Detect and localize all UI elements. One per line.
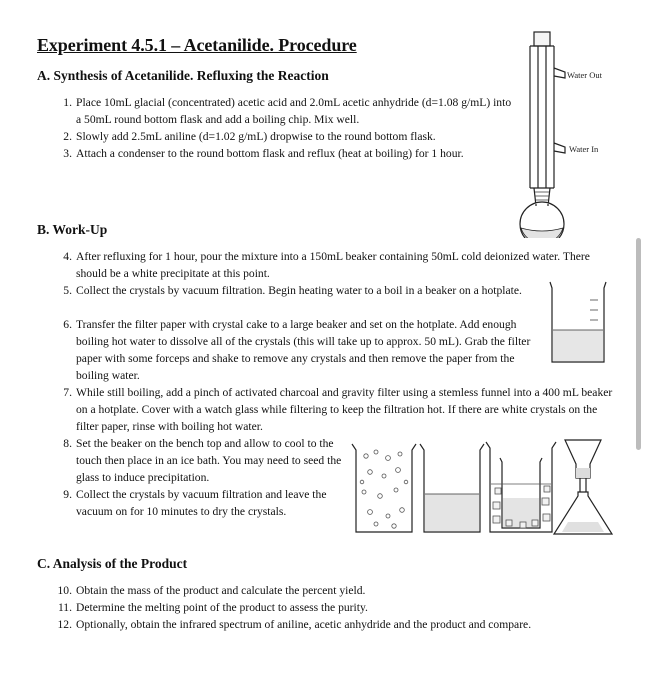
item-number: 1. — [63, 96, 72, 109]
crystallization-sequence-illustration — [350, 432, 615, 542]
list-item-8 — [63, 435, 348, 486]
list-item-12 — [57, 616, 621, 633]
item-text: Collect the crystals by vacuum filtration and leave the vacuum on for 10 minutes to dry the crystals. — [76, 488, 327, 518]
item-text: While still boiling, add a pinch of activated charcoal and gravity filter using a stemless funnel into a 400 mL beaker on a hotplate. Cover with a watch glass while filtering to keep the filtration hot. If there are white crystals on the filter paper, rinse with boiling hot water. — [76, 386, 613, 433]
item-text: Attach a condenser to the round bottom flask and reflux (heat at boiling) for 1 hour. — [76, 147, 464, 160]
scrollbar[interactable] — [636, 238, 641, 450]
item-text: Determine the melting point of the product to assess the purity. — [76, 601, 368, 614]
list-item-4 — [63, 248, 616, 282]
page-title: Experiment 4.5.1 – Acetanilide. Procedure — [37, 35, 357, 55]
item-number: 6. — [63, 318, 72, 331]
list-item-6 — [63, 316, 542, 384]
item-text: Optionally, obtain the infrared spectrum of aniline, acetic anhydride and the product and compare. — [76, 618, 532, 631]
section-c-heading: C. Analysis of the Product — [37, 556, 188, 571]
item-text: After refluxing for 1 hour, pour the mixture into a 150mL beaker containing 50mL cold deionized water. There should be a white precipitate at this point. — [76, 250, 590, 280]
list-item-11 — [57, 599, 616, 616]
item-text: Slowly add 2.5mL aniline (d=1.02 g/mL) dropwise to the round bottom flask. — [76, 130, 436, 143]
item-number: 11. — [57, 601, 72, 614]
section-b-heading: B. Work-Up — [37, 222, 108, 237]
item-number: 10. — [57, 584, 72, 597]
item-number: 5. — [63, 284, 72, 297]
water-out-label: Water Out — [567, 70, 602, 80]
item-text: Collect the crystals by vacuum filtration. Begin heating water to a boil in a beaker on a hotplate. — [76, 284, 522, 297]
list-item-1 — [63, 94, 518, 128]
list-item-10 — [57, 582, 616, 599]
list-item-7 — [63, 384, 616, 435]
item-text: Obtain the mass of the product and calculate the percent yield. — [76, 584, 366, 597]
list-item-2 — [63, 128, 526, 145]
item-number: 3. — [63, 147, 72, 160]
list-item-3 — [63, 145, 536, 162]
item-number: 7. — [63, 386, 72, 399]
item-text: Transfer the filter paper with crystal cake to a large beaker and set on the hotplate. Add enough boiling hot water to dissolve all of the crystals (this will take up to approx. 50 mL). Grab the filter paper with some forceps and shake to remove any crystals and then remove the paper from the boiling water. — [76, 318, 531, 382]
item-number: 8. — [63, 437, 72, 450]
item-number: 12. — [57, 618, 72, 631]
section-a-heading: A. Synthesis of Acetanilide. Refluxing the Reaction — [37, 68, 329, 83]
list-item-5 — [63, 282, 542, 299]
item-number: 2. — [63, 130, 72, 143]
item-text: Place 10mL glacial (concentrated) acetic acid and 2.0mL acetic anhydride (d=1.08 g/mL) into a 50mL round bottom flask and add a boiling chip. Mix well. — [76, 96, 512, 126]
reflux-apparatus-illustration — [505, 28, 615, 238]
water-in-label: Water In — [569, 144, 599, 154]
item-text: Set the beaker on the bench top and allow to cool to the touch then place in an ice bath. You may need to seed the glass to induce precipitation. — [76, 437, 342, 484]
item-number: 9. — [63, 488, 72, 501]
item-number: 4. — [63, 250, 72, 263]
beaker-illustration — [546, 276, 610, 368]
list-item-9 — [63, 486, 348, 520]
